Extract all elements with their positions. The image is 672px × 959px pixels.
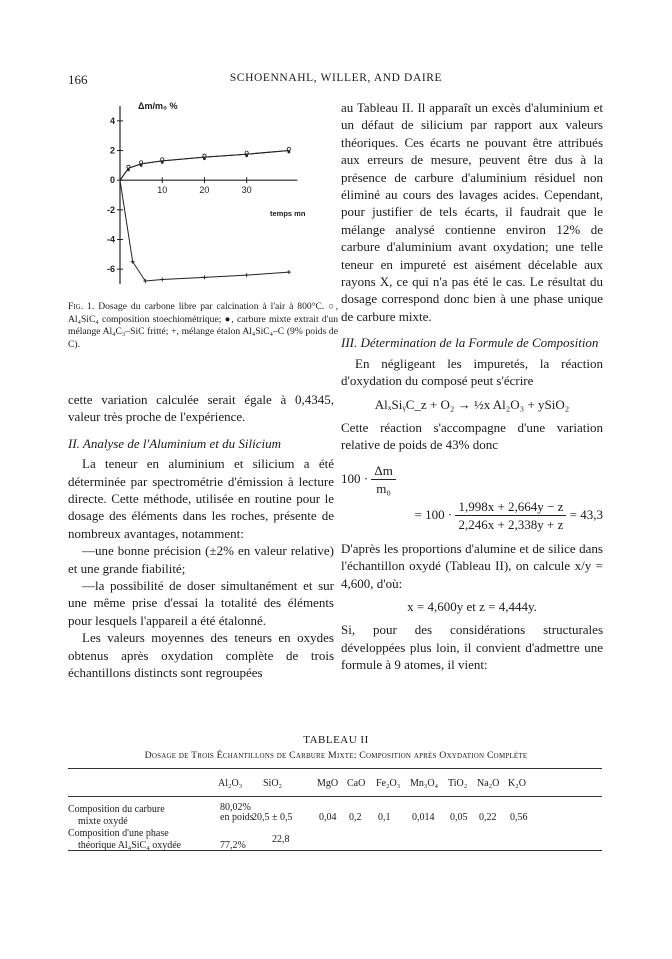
equation-composition: [341, 498, 603, 536]
point-filled-circle: [140, 164, 143, 167]
right-para-1: au Tableau II. Il apparaît un excès d'aluminium et un défaut de silicium par rapport aux valeurs théoriques. Ces écarts ne pouvant être attribués aux erreurs de mesure, peuvent être dus à la présence de carbure d'aluminium résiduel non éliminé au cours des lavages acides. Cependant, pour justifier de tels écarts, il faudrait que le mélange analysé contienne environ 12% de carbure d'aluminium avant oxydation; une telle teneur en impureté est aisément décelable aux rayons X, ce qui n'a pas été le cas. Le résultat du dosage correspond donc bien à une phase unique de carbure mixte.: [341, 100, 603, 324]
row1-cell: 0,04: [319, 812, 337, 823]
x-tick-label: 30: [241, 185, 252, 196]
y-tick-label: -6: [106, 264, 115, 275]
table-col-header: Mn₃O₄: [410, 778, 439, 789]
right-column: [341, 99, 603, 674]
row1-label-b: mixte oxydé: [78, 816, 128, 827]
section-3-title: III. Détermination de la Formule de Composition: [341, 335, 599, 351]
table-col-header: SiO₂: [263, 778, 283, 789]
eq2-denominator: m₀: [376, 481, 391, 497]
row1-cell: 0,014: [412, 812, 435, 823]
equation-xz: x = 4,600y et z = 4,444y.: [407, 598, 537, 614]
x-axis-label: temps mn: [270, 209, 306, 218]
point-filled-circle: [127, 168, 130, 171]
point-filled-circle: [245, 154, 248, 157]
row1-label-a: Composition du carbure: [68, 804, 165, 815]
table-col-header: Fe₂O₃: [376, 778, 401, 789]
table-col-header: TiO₂: [448, 778, 468, 789]
row1-cell: 0,05: [450, 812, 468, 823]
row2-label-a: Composition d'une phase: [68, 828, 169, 839]
page-number: 166: [68, 72, 88, 87]
eq3-fraction: [455, 498, 566, 534]
x-tick-label: 20: [199, 185, 210, 196]
point-filled-circle: [203, 157, 206, 160]
equation-mass-ratio: [341, 462, 603, 498]
right-para-3: Cette réaction s'accompagne d'une variation relative de poids de 43% donc: [341, 419, 603, 453]
right-para-4: D'après les proportions d'alumine et de silice dans l'échantillon oxydé (Tableau II), on calcule x/y = 4,600, d'où:: [341, 540, 603, 591]
y-tick-label: -4: [106, 234, 115, 245]
figure-1-chart: [100, 98, 340, 294]
left-item-2: —la possibilité de doser simultanément et sur une même prise d'essai la totalité des éléments pour lesquels l'appareil a été étalonné.: [68, 578, 334, 628]
row1-cell: 0,1: [378, 812, 391, 823]
right-para-5: Si, pour des considérations structurales développées plus loin, il convient d'admettre une formule à 9 atomes, il vient:: [341, 622, 603, 673]
caption-label: Fig. 1.: [68, 301, 95, 312]
point-plus: [202, 275, 206, 279]
eq2-numerator: Δm: [371, 462, 395, 480]
row1-cell: 0,2: [349, 812, 362, 823]
table-col-header: Na₂O: [477, 778, 500, 789]
row2-cell: 22,8: [272, 834, 290, 845]
caption-text: Dosage du carbone libre par calcination à l'air à 800°C. ○, Al₄SiC₄ composition stoechiométrique; ●, carbure mixte extrait d'un mélange Al₄C₃–SiC fritté; +, mélange étalon Al₄SiC₄–C (9% poids de C).: [68, 301, 338, 350]
y-axis-label: Δm/m₀ %: [138, 101, 178, 111]
eq3-suffix: = 43,3: [569, 506, 603, 522]
left-para-1: cette variation calculée serait égale à 0,4345, valeur très proche de l'expérience.: [68, 392, 334, 425]
table-title: TABLEAU II: [303, 734, 369, 746]
table-col-header: Al₂O₃: [218, 778, 243, 789]
figure-caption: [68, 301, 338, 351]
row1-cell: 0,56: [510, 812, 528, 823]
right-para-2: En négligeant les impuretés, la réaction d'oxydation du composé peut s'écrire: [341, 355, 603, 389]
eq3-denominator: 2,246x + 2,338y + z: [458, 517, 564, 533]
table-col-header: CaO: [347, 778, 366, 789]
point-filled-circle: [287, 151, 290, 154]
row1-unit: en poids: [220, 812, 254, 823]
table-subtitle: Dosage de Trois Échantillons de Carbure Mixte: Composition après Oxydation Complète: [144, 750, 528, 761]
table-col-header: MgO: [317, 778, 339, 789]
equation-oxidation: AlₓSiᵧC_z + O₂ → ½x Al₂O₃ + ySiO₂: [374, 396, 570, 412]
left-para-3: Les valeurs moyennes des teneurs en oxydes obtenus après oxydation complète de trois échantillons distincts sont regroupées: [68, 630, 334, 681]
left-para-2: La teneur en aluminium et silicium a été déterminée par spectrométrie d'émission à lecture directe. Cette méthode, utilisée en routine pour le dosage des éléments dans les roches, présente de nombreux avantages, notamment:: [68, 456, 334, 541]
row2-label-b: théorique Al₄SiC₄ oxydée: [78, 840, 182, 851]
point-plus: [287, 270, 291, 274]
eq3-prefix: = 100 ·: [414, 506, 453, 522]
table-top-rule: [68, 768, 602, 769]
point-filled-circle: [161, 161, 164, 164]
x-tick-label: 10: [157, 185, 168, 196]
row2-cell: 77,2%: [220, 840, 246, 851]
point-plus: [245, 273, 249, 277]
y-tick-label: 4: [109, 115, 115, 126]
y-tick-label: 2: [109, 145, 115, 156]
chart-marks: [120, 147, 291, 283]
chart-axes: [107, 106, 297, 284]
row1-cell: 20,5 ± 0,5: [252, 812, 293, 823]
eq2-lhs: 100 ·: [341, 470, 369, 486]
row1-cell: 80,02%: [220, 802, 251, 813]
left-column: [68, 391, 334, 682]
running-title: SCHOENNAHL, WILLER, AND DAIRE: [229, 72, 443, 84]
point-plus: [160, 278, 164, 282]
section-2-title: II. Analyse de l'Aluminium et du Silicium: [68, 435, 282, 451]
eq2-fraction: [371, 462, 395, 498]
series-line-2: [120, 180, 289, 281]
y-tick-label: 0: [109, 175, 115, 186]
eq3-numerator: 1,998x + 2,664y − z: [455, 498, 566, 516]
y-tick-label: -2: [106, 204, 115, 215]
table-col-header: K₂O: [508, 778, 526, 789]
row1-cell: 0,22: [479, 812, 497, 823]
table-header-rule: [68, 796, 602, 797]
left-item-1: —une bonne précision (±2% en valeur relative) et une grande fiabilité;: [68, 543, 334, 576]
